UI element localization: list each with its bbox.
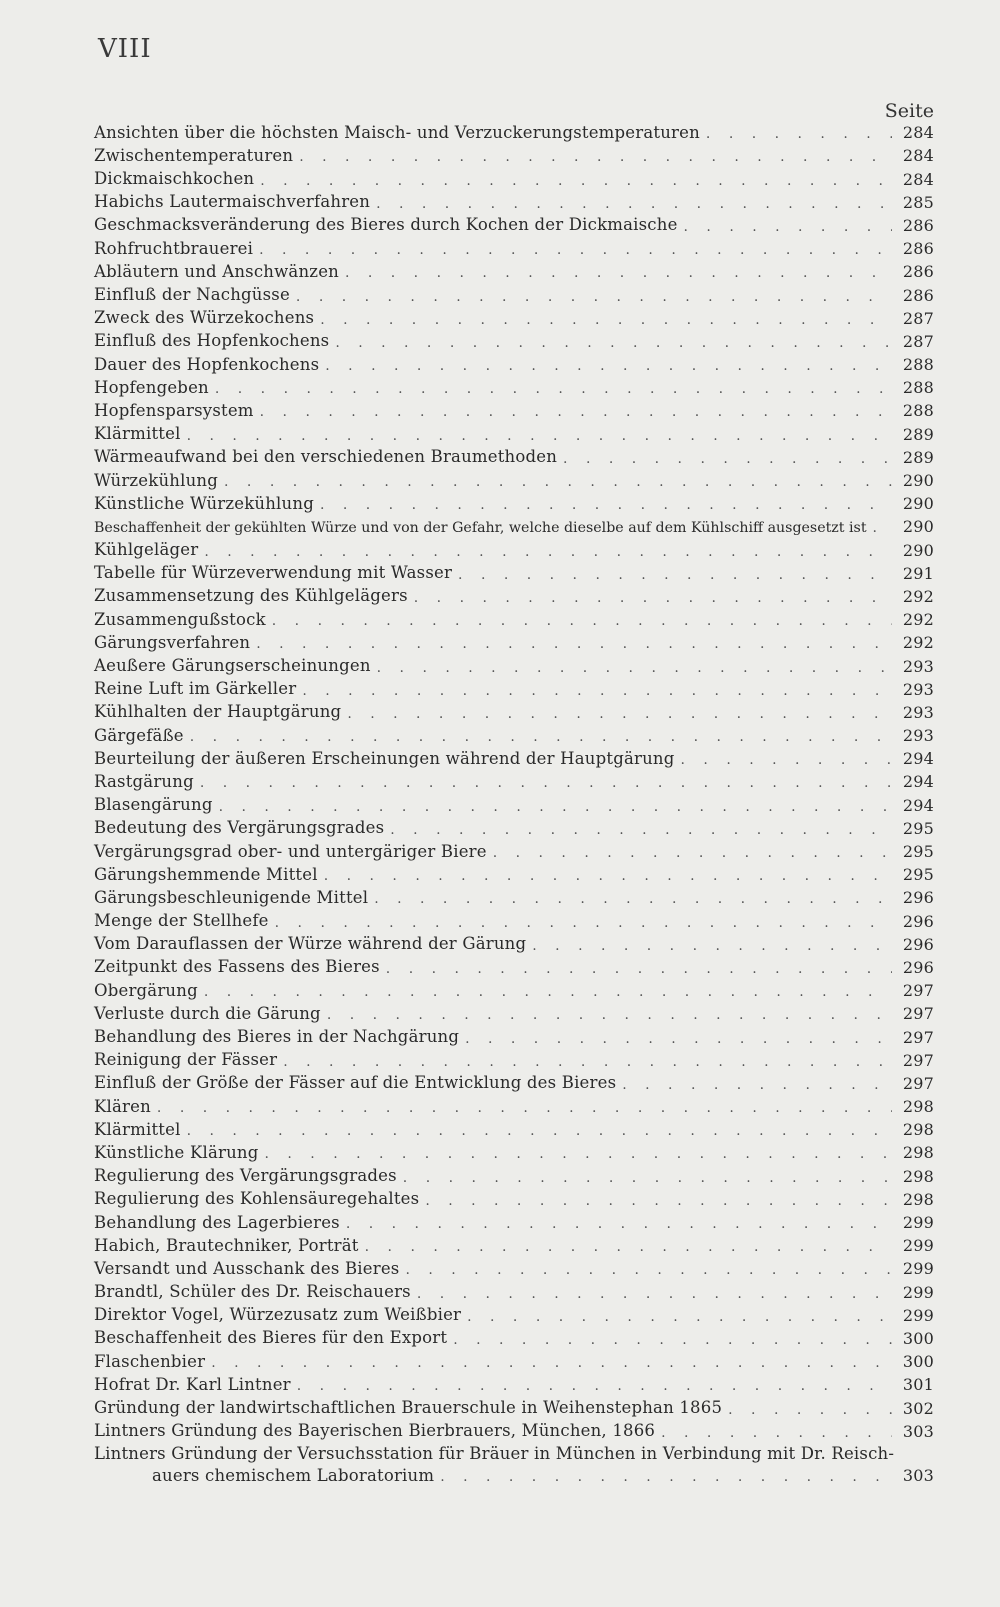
toc-entry xyxy=(94,605,934,628)
page-column-label: Seite xyxy=(884,100,934,122)
toc-entry-title: Hofrat Dr. Karl Lintner xyxy=(94,1374,291,1394)
toc-entry-page: 298 xyxy=(902,1120,934,1140)
dot-leader xyxy=(260,405,892,419)
toc-entry-page: 297 xyxy=(902,1073,934,1093)
toc-entry xyxy=(94,1022,934,1045)
dot-leader xyxy=(377,661,892,675)
toc-entry-page: 289 xyxy=(902,424,934,444)
toc-entry-title: Obergärung xyxy=(94,980,198,1000)
toc-entry-page: 293 xyxy=(902,702,934,722)
toc-entry-page: 296 xyxy=(902,957,934,977)
dot-leader xyxy=(204,545,892,559)
dot-leader xyxy=(405,1263,892,1277)
toc-entry xyxy=(94,1347,934,1370)
toc-entry-title: Verluste durch die Gärung xyxy=(94,1003,321,1023)
toc-entry-title: Künstliche Klärung xyxy=(94,1142,259,1162)
toc-entry xyxy=(94,188,934,211)
toc-entry-title: Würzekühlung xyxy=(94,470,219,490)
toc-entry-page: 295 xyxy=(902,842,934,861)
toc-entry-title: Gärungsbeschleunigende Mittel xyxy=(94,887,369,907)
toc-entry xyxy=(94,1301,934,1324)
dot-leader xyxy=(390,823,892,837)
toc-entry-title: Lintners Gründung des Bayerischen Bierbrauers, München, 1866 xyxy=(94,1421,656,1441)
toc-entry xyxy=(94,1092,934,1115)
toc-entry-page: 293 xyxy=(902,656,934,676)
toc-entry-page: 297 xyxy=(902,1027,934,1047)
toc-entry-title: Gärgefäße xyxy=(94,725,184,745)
toc-entry-title: Versandt und Ausschank des Bieres xyxy=(94,1258,400,1278)
dot-leader xyxy=(347,707,892,721)
toc-entry-page: 288 xyxy=(902,401,934,421)
dot-leader xyxy=(681,753,892,767)
toc-entry xyxy=(94,327,934,350)
toc-entry xyxy=(94,1277,934,1300)
toc-entry-page: 290 xyxy=(902,471,934,490)
dot-leader xyxy=(661,1426,892,1440)
toc-entry-page: 294 xyxy=(902,749,934,769)
toc-entry-page: 298 xyxy=(902,1097,934,1117)
toc-entry xyxy=(94,814,934,837)
toc-entry-page: 303 xyxy=(902,1466,934,1486)
toc-entry-page: 292 xyxy=(902,586,934,606)
toc-entry xyxy=(94,790,934,813)
toc-entry-page: 293 xyxy=(902,679,934,699)
toc-entry-title: Abläutern und Anschwänzen xyxy=(94,261,339,281)
toc-entry-title: Gründung der landwirtschaftlichen Brauerschule in Weihenstephan 1865 xyxy=(94,1398,723,1417)
toc-entry-title: Kühlhalten der Hauptgärung xyxy=(94,702,342,722)
toc-entry xyxy=(94,512,934,535)
toc-entry-title: Hopfengeben xyxy=(94,377,209,397)
toc-entry xyxy=(94,141,934,164)
toc-entry-page: 298 xyxy=(902,1189,934,1209)
toc-entry-title: Beurteilung der äußeren Erscheinungen während der Hauptgärung xyxy=(94,748,675,768)
toc-entry-page: 284 xyxy=(902,123,934,143)
dot-leader xyxy=(204,985,892,999)
toc-entry-page: 292 xyxy=(902,633,934,653)
dot-leader xyxy=(706,127,892,141)
toc-entry-page: 284 xyxy=(902,169,934,189)
toc-entry-page: 295 xyxy=(902,818,934,838)
toc-entry xyxy=(94,744,934,767)
dot-leader xyxy=(272,614,892,628)
toc-entry-title: Wärmeaufwand bei den verschiedenen Braumethoden xyxy=(94,447,558,467)
toc-entry xyxy=(94,582,934,605)
dot-leader xyxy=(346,1217,892,1231)
toc-entry-page: 293 xyxy=(902,726,934,746)
toc-entry xyxy=(94,883,934,906)
toc-entry xyxy=(94,419,934,442)
toc-entry-title: Beschaffenheit der gekühlten Würze und von der Gefahr, welche dieselbe auf dem Kühlschiff ausgesetzt ist xyxy=(94,520,867,537)
toc-entry xyxy=(94,1161,934,1184)
toc-entry xyxy=(94,953,934,976)
dot-leader xyxy=(215,382,892,396)
toc-entry-page: 286 xyxy=(902,262,934,282)
toc-entry xyxy=(94,930,934,953)
toc-entry xyxy=(94,118,934,141)
dot-leader xyxy=(365,1240,892,1254)
toc-entry-title: Künstliche Würzekühlung xyxy=(94,493,314,513)
toc-entry-title: Vergärungsgrad ober- und untergäriger Biere xyxy=(94,841,487,861)
toc-entry-page: 299 xyxy=(902,1259,934,1279)
toc-entry-title: Flaschenbier xyxy=(94,1351,206,1371)
toc-entry-title: Zwischentemperaturen xyxy=(94,145,294,165)
dot-leader xyxy=(256,637,892,651)
toc-entry-title: Blasengärung xyxy=(94,795,213,815)
dot-leader xyxy=(187,429,892,443)
toc-entry-title: Rastgärung xyxy=(94,771,194,791)
toc-entry-title: Menge der Stellhefe xyxy=(94,911,269,931)
dot-leader xyxy=(187,1124,892,1138)
dot-leader xyxy=(224,475,892,489)
dot-leader xyxy=(335,336,892,350)
toc-entry-page: 299 xyxy=(902,1305,934,1325)
toc-entry-page: 300 xyxy=(902,1352,934,1372)
toc-entry xyxy=(94,1046,934,1069)
toc-entry-page: 290 xyxy=(902,517,934,537)
toc-entry xyxy=(94,628,934,651)
toc-entry-page: 298 xyxy=(902,1166,934,1186)
toc-entry-page: 294 xyxy=(902,772,934,792)
dot-leader xyxy=(386,962,892,976)
toc-entry-title: Zusammensetzung des Kühlgelägers xyxy=(94,586,408,606)
toc-entry-page: 302 xyxy=(902,1398,934,1418)
dot-leader xyxy=(200,776,892,790)
toc-entry-title: Dauer des Hopfenkochens xyxy=(94,354,320,374)
toc-entry-title: Habich, Brautechniker, Porträt xyxy=(94,1235,359,1255)
toc-entry-title: Behandlung des Lagerbieres xyxy=(94,1212,340,1232)
toc-entry-title: Brandtl, Schüler des Dr. Reischauers xyxy=(94,1282,411,1302)
dot-leader xyxy=(453,1333,892,1347)
toc-entry-title: Reine Luft im Gärkeller xyxy=(94,679,297,699)
dot-leader xyxy=(467,1310,892,1324)
toc-entry-title: Klären xyxy=(94,1096,151,1116)
toc-entry-page: 292 xyxy=(902,610,934,630)
toc-entry-page: 295 xyxy=(902,865,934,885)
dot-leader xyxy=(440,1470,892,1484)
toc-entry-page: 296 xyxy=(902,888,934,908)
toc-entry xyxy=(94,1370,934,1393)
dot-leader xyxy=(320,498,892,512)
toc-entry-page: 297 xyxy=(902,981,934,1001)
toc-entry-page: 286 xyxy=(902,285,934,305)
toc-entry xyxy=(94,1138,934,1161)
toc-entry xyxy=(94,1208,934,1231)
toc-entry-page: 294 xyxy=(902,795,934,815)
dot-leader xyxy=(283,1055,892,1069)
toc-entry-page: 288 xyxy=(902,355,934,375)
toc-entry-title: Vom Darauflassen der Würze während der Gärung xyxy=(94,934,527,954)
toc-entry-title: Klärmittel xyxy=(94,1119,181,1139)
toc-entry-page: 285 xyxy=(902,192,934,212)
toc-entry-title: Bedeutung des Vergärungsgrades xyxy=(94,818,385,838)
toc-entry-page: 297 xyxy=(902,1004,934,1024)
toc-entry-title: Kühlgeläger xyxy=(94,540,199,560)
toc-entry-page: 291 xyxy=(902,563,934,583)
toc-entry xyxy=(94,1115,934,1138)
toc-entry-page: 296 xyxy=(902,911,934,931)
toc-entry-page: 301 xyxy=(902,1375,934,1395)
dot-leader xyxy=(259,243,892,257)
toc-entry-page: 290 xyxy=(902,540,934,560)
dot-leader xyxy=(873,521,892,535)
dot-leader xyxy=(327,1008,892,1022)
toc-entry-title-line1: Lintners Gründung der Versuchsstation für Bräuer in München in Verbindung mit Dr. Reisch- xyxy=(94,1443,895,1463)
dot-leader xyxy=(299,150,892,164)
dot-leader xyxy=(417,1287,892,1301)
toc-entry-title: Behandlung des Bieres in der Nachgärung xyxy=(94,1027,460,1046)
dot-leader xyxy=(345,266,892,280)
toc-entry xyxy=(94,466,934,489)
toc-entry xyxy=(94,698,934,721)
toc-entry-title: Dickmaischkochen xyxy=(94,169,255,189)
toc-entry-page: 299 xyxy=(902,1213,934,1232)
toc-entry-title: Aeußere Gärungserscheinungen xyxy=(94,656,371,675)
toc-entry xyxy=(94,1254,934,1277)
toc-entry-page: 300 xyxy=(902,1328,934,1348)
toc-entry xyxy=(94,767,934,790)
toc-entry xyxy=(94,1324,934,1347)
toc-entry-title: Klärmittel xyxy=(94,424,181,444)
toc-entry-page: 299 xyxy=(902,1236,934,1256)
dot-leader xyxy=(728,1403,892,1417)
toc-entry-page: 290 xyxy=(902,494,934,514)
toc-entry xyxy=(94,999,934,1022)
toc-entry-title: Tabelle für Würzeverwendung mit Wasser xyxy=(94,563,453,583)
dot-leader xyxy=(376,197,892,211)
toc-entry-title: Direktor Vogel, Würzezusatz zum Weißbier xyxy=(94,1305,462,1325)
dot-leader xyxy=(425,1194,892,1208)
toc-entry-wrapped xyxy=(94,1443,934,1486)
toc-entry xyxy=(94,304,934,327)
dot-leader xyxy=(414,591,892,605)
toc-entry-title: Zusammengußstock xyxy=(94,609,266,629)
dot-leader xyxy=(297,1379,892,1393)
toc-entry-title: Einfluß der Nachgüsse xyxy=(94,285,290,304)
toc-entry xyxy=(94,1393,934,1416)
toc-entry-page: 286 xyxy=(902,239,934,259)
toc-entry xyxy=(94,1231,934,1254)
dot-leader xyxy=(465,1032,892,1046)
toc-entry-title: Ansichten über die höchsten Maisch- und Verzuckerungstemperaturen xyxy=(94,122,700,142)
toc-entry-title: Einfluß des Hopfenkochens xyxy=(94,331,330,351)
toc-entry-page: 288 xyxy=(902,378,934,398)
dot-leader xyxy=(260,174,892,188)
toc-entry-title-line2: auers chemischem Laboratorium xyxy=(152,1465,435,1485)
toc-entry xyxy=(94,396,934,419)
toc-entry xyxy=(94,350,934,373)
toc-entry xyxy=(94,1069,934,1092)
toc-entry-title: Einfluß der Größe der Fässer auf die Entwicklung des Bieres xyxy=(94,1073,617,1093)
toc-entry xyxy=(94,373,934,396)
toc-entry-title: Geschmacksveränderung des Bieres durch Kochen der Dickmaische xyxy=(94,215,678,235)
toc-entry xyxy=(94,906,934,929)
dot-leader xyxy=(374,892,892,906)
toc-entry-title: Hopfensparsystem xyxy=(94,400,254,420)
page-number: VIII xyxy=(98,34,152,64)
dot-leader xyxy=(211,1356,892,1370)
dot-leader xyxy=(684,220,892,234)
toc-entry-page: 289 xyxy=(902,447,934,467)
toc-entry xyxy=(94,651,934,674)
toc-entry-title: Gärungsverfahren xyxy=(94,632,251,652)
dot-leader xyxy=(296,290,892,304)
toc-entry-page: 296 xyxy=(902,934,934,954)
toc-entry-title: Reinigung der Fässer xyxy=(94,1050,278,1070)
toc-entry xyxy=(94,257,934,280)
dot-leader xyxy=(190,730,892,744)
toc-entry-page: 287 xyxy=(902,308,934,328)
toc-entry-page: 298 xyxy=(902,1143,934,1163)
toc-entry xyxy=(94,535,934,558)
table-of-contents xyxy=(94,118,934,1484)
toc-entry xyxy=(94,860,934,883)
toc-entry xyxy=(94,234,934,257)
toc-entry xyxy=(94,1417,934,1440)
dot-leader xyxy=(157,1101,892,1115)
toc-entry-page: 297 xyxy=(902,1050,934,1070)
dot-leader xyxy=(302,684,892,698)
toc-entry xyxy=(94,837,934,860)
dot-leader xyxy=(275,916,892,930)
toc-entry xyxy=(94,675,934,698)
dot-leader xyxy=(532,939,892,953)
dot-leader xyxy=(493,846,892,860)
toc-entry xyxy=(94,164,934,187)
toc-entry xyxy=(94,489,934,512)
toc-entry-title: Habichs Lautermaischverfahren xyxy=(94,192,371,212)
dot-leader xyxy=(325,359,892,373)
toc-entry-title: Zweck des Würzekochens xyxy=(94,308,315,328)
toc-entry-page: 303 xyxy=(902,1421,934,1441)
toc-entry xyxy=(94,280,934,303)
toc-entry-page: 287 xyxy=(902,331,934,351)
toc-entry-title: Zeitpunkt des Fassens des Bieres xyxy=(94,957,380,977)
dot-leader xyxy=(563,452,892,466)
dot-leader xyxy=(265,1147,893,1161)
toc-entry-page: 299 xyxy=(902,1282,934,1302)
toc-entry xyxy=(94,976,934,999)
dot-leader xyxy=(458,568,892,582)
dot-leader xyxy=(324,869,892,883)
toc-entry-page: 286 xyxy=(902,215,934,235)
toc-entry xyxy=(94,443,934,466)
toc-entry-title: Regulierung des Kohlensäuregehaltes xyxy=(94,1189,420,1209)
toc-entry-title: Regulierung des Vergärungsgrades xyxy=(94,1166,397,1186)
dot-leader xyxy=(622,1078,892,1092)
toc-entry-page: 284 xyxy=(902,146,934,166)
dot-leader xyxy=(219,800,892,814)
toc-entry-title: Gärungshemmende Mittel xyxy=(94,864,318,884)
toc-entry xyxy=(94,1185,934,1208)
dot-leader xyxy=(403,1171,892,1185)
toc-entry-title: Rohfruchtbrauerei xyxy=(94,238,254,258)
toc-entry-title: Beschaffenheit des Bieres für den Export xyxy=(94,1328,448,1348)
toc-entry xyxy=(94,211,934,234)
toc-entry xyxy=(94,559,934,582)
toc-entry xyxy=(94,721,934,744)
dot-leader xyxy=(320,313,892,327)
